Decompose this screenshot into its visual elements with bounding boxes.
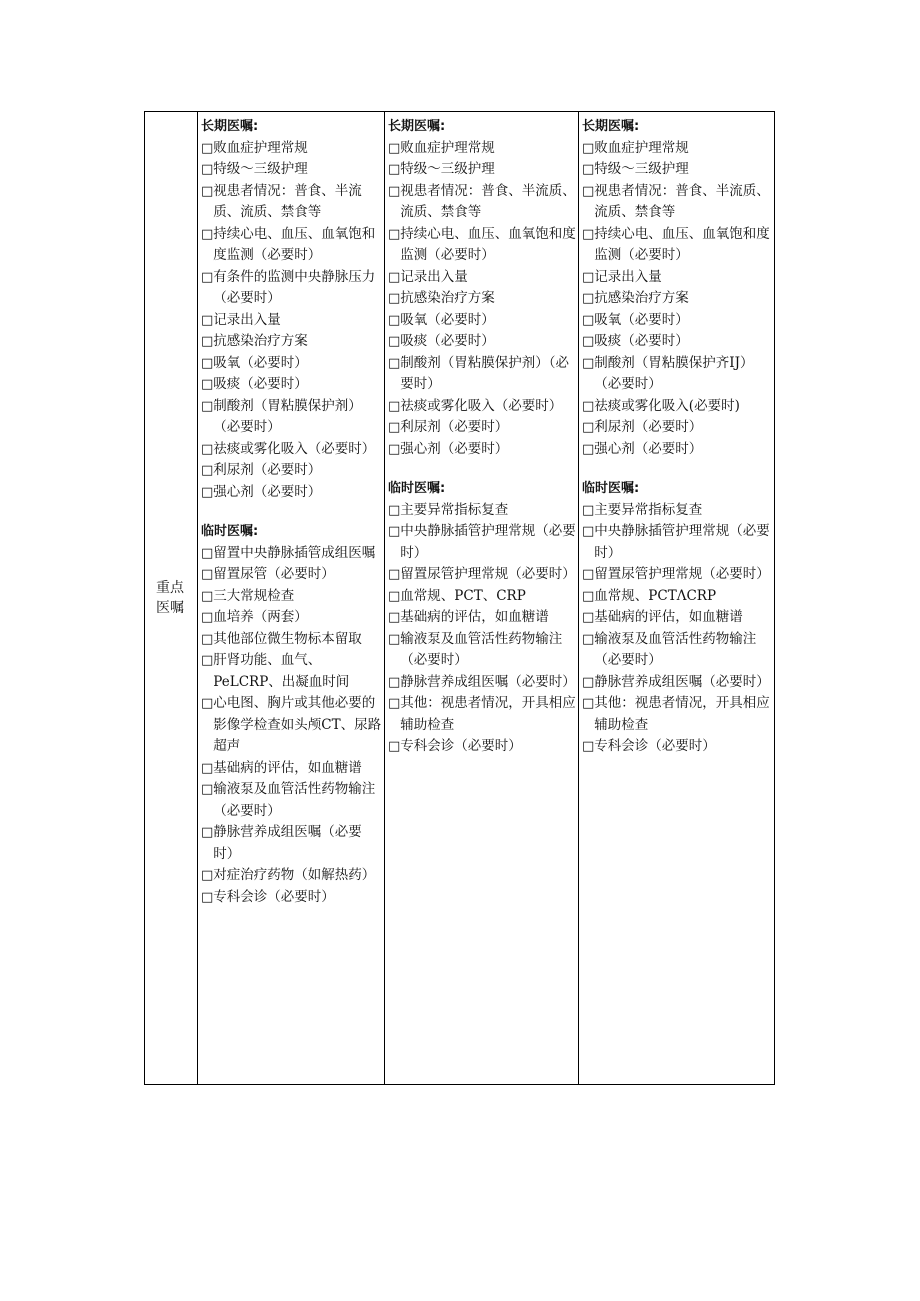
long-term-orders-item <box>388 288 576 310</box>
checkbox[interactable]: □ <box>582 291 595 306</box>
item-text: 基础病的评估，如血糖谱 <box>594 609 743 625</box>
long-term-orders-item <box>201 482 382 504</box>
item-text: 基础病的评估，如血糖谱 <box>400 609 549 625</box>
checkbox[interactable]: □ <box>582 226 595 242</box>
day-column-1 <box>198 116 384 908</box>
temporary-orders-item <box>388 672 576 694</box>
temporary-orders-item <box>582 693 773 736</box>
item-text: 对症治疗药物（如解热药） <box>213 867 376 883</box>
temporary-orders-item <box>582 500 773 522</box>
item-text: 抗感染治疗方案 <box>213 333 308 349</box>
checkbox[interactable]: □ <box>388 420 401 435</box>
long-term-orders-title: 长期医嘱: <box>388 119 446 134</box>
item-text: 心电图、胸片或其他必要的影像学检查如头颅CT、尿路超声 <box>213 695 382 754</box>
temporary-orders-title: 临时医嘱: <box>201 524 259 539</box>
temporary-orders-item <box>201 865 382 887</box>
long-term-orders-item <box>582 159 773 181</box>
item-text: 输液泵及血管活性药物输注（必要时） <box>400 630 563 668</box>
checkbox[interactable]: □ <box>582 696 595 711</box>
item-text: 血培养（两套） <box>213 609 308 625</box>
checkbox[interactable]: □ <box>582 610 595 625</box>
item-text: 静脉营养成组医嘱（必要时） <box>594 673 770 690</box>
item-text: 中央静脉插管护理常规（必要时） <box>400 523 576 561</box>
long-term-orders-item <box>582 331 773 353</box>
temporary-orders-item <box>201 693 382 758</box>
item-text: 吸痰（必要时） <box>400 333 495 349</box>
checkbox[interactable]: □ <box>201 355 214 371</box>
checkbox[interactable]: □ <box>388 524 401 539</box>
long-term-orders-item <box>201 138 382 160</box>
checkbox[interactable]: □ <box>388 696 401 711</box>
item-text: 吸氧（必要时） <box>594 311 689 328</box>
temporary-orders-item <box>201 607 382 629</box>
checkbox[interactable]: □ <box>388 610 401 625</box>
item-text: 制酸剂（胃粘膜保护齐IJ）（必要时） <box>594 354 754 392</box>
checkbox[interactable]: □ <box>388 588 401 604</box>
item-text: 吸氧（必要时） <box>400 311 495 328</box>
long-term-orders-item <box>582 138 773 160</box>
long-term-orders-item <box>582 181 773 224</box>
temporary-orders-title: 临时医嘱: <box>582 481 640 496</box>
checkbox[interactable]: □ <box>201 377 214 392</box>
checkbox[interactable]: □ <box>201 545 214 561</box>
item-text: 血常规、PCT、CRP <box>400 587 526 604</box>
item-text: 三大常规检查 <box>213 587 295 604</box>
item-text: 留置尿管护理常规（必要时） <box>594 566 770 582</box>
item-text: 制酸剂（胃粘膜保护剂）（必要时） <box>213 397 362 435</box>
checkbox[interactable]: □ <box>388 674 401 690</box>
item-text: 中央静脉插管护理常规（必要时） <box>594 523 770 561</box>
checkbox[interactable]: □ <box>388 739 401 754</box>
item-text: 基础病的评估，如血糖谱 <box>213 759 362 776</box>
checkbox[interactable]: □ <box>582 312 595 328</box>
temporary-orders-item <box>388 736 576 758</box>
long-term-orders-item <box>582 396 773 418</box>
long-term-orders-item <box>201 310 382 332</box>
long-term-orders-item <box>201 353 382 375</box>
checkbox[interactable]: □ <box>201 610 214 625</box>
item-text: 视患者情况：普食、半流质、流质、禁食等 <box>594 182 770 220</box>
section-gap <box>201 503 382 521</box>
long-term-orders-item <box>201 439 382 461</box>
order-table <box>144 111 775 1085</box>
item-text: 吸痰（必要时） <box>213 376 308 392</box>
item-text: 吸痰（必要时） <box>594 333 689 349</box>
item-text: 记录出入量 <box>594 268 662 285</box>
checkbox[interactable]: □ <box>582 162 595 177</box>
checkbox[interactable]: □ <box>388 291 401 306</box>
long-term-orders-item <box>388 181 576 224</box>
checkbox[interactable]: □ <box>582 739 595 754</box>
item-text: 留置中央静脉插管成组医嘱 <box>213 544 376 561</box>
item-text: 祛痰或雾化吸入（必要时） <box>213 440 376 457</box>
checkbox[interactable]: □ <box>201 653 214 668</box>
checkbox[interactable]: □ <box>582 420 595 435</box>
long-term-orders-item <box>388 224 576 267</box>
item-text: 特级～三级护理 <box>594 161 689 177</box>
checkbox[interactable]: □ <box>582 674 595 690</box>
long-term-orders-item <box>388 159 576 181</box>
checkbox[interactable]: □ <box>388 269 401 285</box>
item-text: 视患者情况：普食、半流质、流质、禁食等 <box>400 182 576 220</box>
checkbox[interactable]: □ <box>582 631 595 647</box>
item-text: 强心剂（必要时） <box>400 440 509 457</box>
item-text: 利尿剂（必要时） <box>213 462 322 478</box>
temporary-orders-item <box>201 779 382 822</box>
row-label: 重点医嘱 <box>156 580 184 616</box>
checkbox[interactable]: □ <box>388 398 401 414</box>
checkbox[interactable]: □ <box>201 334 214 349</box>
item-text: 主要异常指标复查 <box>400 501 509 518</box>
day-column-2 <box>385 116 578 758</box>
checkbox[interactable]: □ <box>388 183 401 199</box>
item-text: 专科会诊（必要时） <box>213 888 335 905</box>
item-text: 败血症护理常规 <box>400 139 495 156</box>
item-text: 输液泵及血管活性药物输注（必要时） <box>594 630 757 668</box>
checkbox[interactable]: □ <box>201 269 214 285</box>
item-text: 有条件的监测中央静脉压力（必要时） <box>213 268 376 306</box>
item-text: 强心剂（必要时） <box>594 440 703 457</box>
temporary-orders-item <box>201 564 382 586</box>
item-text: 祛痰或雾化吸入（必要时） <box>400 397 563 414</box>
checkbox[interactable]: □ <box>582 524 595 539</box>
checkbox[interactable]: □ <box>201 889 214 905</box>
temporary-orders-item <box>201 629 382 651</box>
day-column-3 <box>579 116 775 758</box>
checkbox[interactable]: □ <box>388 567 401 582</box>
item-text: 吸氧（必要时） <box>213 354 308 371</box>
checkbox[interactable]: □ <box>388 334 401 349</box>
long-term-orders-item <box>582 267 773 289</box>
temporary-orders-item <box>201 887 382 909</box>
long-term-orders-item <box>388 396 576 418</box>
temporary-orders-item <box>388 586 576 608</box>
checkbox[interactable]: □ <box>201 825 214 840</box>
long-term-orders-item <box>582 439 773 461</box>
item-text: 静脉营养成组医嘱（必要时） <box>213 824 362 862</box>
temporary-orders-item <box>582 607 773 629</box>
item-text: 强心剂（必要时） <box>213 483 322 500</box>
checkbox[interactable]: □ <box>388 162 401 177</box>
checkbox[interactable]: □ <box>388 441 401 457</box>
item-text: 抗感染治疗方案 <box>594 290 689 306</box>
item-text: 抗感染治疗方案 <box>400 290 495 306</box>
item-text: 专科会诊（必要时） <box>400 738 522 754</box>
checkbox[interactable]: □ <box>201 782 214 797</box>
checkbox[interactable]: □ <box>388 140 401 156</box>
item-text: 记录出入量 <box>400 268 468 285</box>
long-term-orders-item <box>582 353 773 396</box>
item-text: 主要异常指标复查 <box>594 501 703 518</box>
temporary-orders-item <box>201 543 382 565</box>
item-text: 静脉营养成组医嘱（必要时） <box>400 673 576 690</box>
item-text: 特级～三级护理 <box>213 161 308 177</box>
item-text: 败血症护理常规 <box>594 139 689 156</box>
checkbox[interactable]: □ <box>201 398 214 414</box>
checkbox[interactable]: □ <box>201 760 214 776</box>
checkbox[interactable]: □ <box>582 269 595 285</box>
long-term-orders-item <box>201 267 382 310</box>
item-text: 持续心电、血压、血氧饱和度监测（必要时） <box>213 225 376 263</box>
temporary-orders-item <box>582 586 773 608</box>
checkbox[interactable]: □ <box>582 567 595 582</box>
item-text: 其他：视患者情况，开具相应辅助检查 <box>400 695 576 733</box>
long-term-orders-item <box>201 159 382 181</box>
long-term-orders-item <box>201 331 382 353</box>
temporary-orders-item <box>201 758 382 780</box>
checkbox[interactable]: □ <box>388 312 401 328</box>
checkbox[interactable]: □ <box>388 226 401 242</box>
checkbox[interactable]: □ <box>582 334 595 349</box>
checkbox[interactable]: □ <box>201 162 214 177</box>
checkbox[interactable]: □ <box>388 502 401 518</box>
checkbox[interactable]: □ <box>201 631 214 647</box>
checkbox[interactable]: □ <box>201 441 214 457</box>
checkbox[interactable]: □ <box>582 140 595 156</box>
temporary-orders-item <box>388 607 576 629</box>
item-text: 留置尿管（必要时） <box>213 566 335 582</box>
checkbox[interactable]: □ <box>388 355 401 371</box>
checkbox[interactable]: □ <box>201 484 214 500</box>
temporary-orders-item <box>201 586 382 608</box>
long-term-orders-item <box>388 353 576 396</box>
long-term-orders-item <box>388 331 576 353</box>
item-text: 输液泵及血管活性药物输注（必要时） <box>213 781 376 819</box>
temporary-orders-item <box>582 672 773 694</box>
long-term-orders-item <box>201 460 382 482</box>
long-term-orders-item <box>582 310 773 332</box>
checkbox[interactable]: □ <box>201 567 214 582</box>
item-text: 记录出入量 <box>213 311 281 328</box>
item-text: 败血症护理常规 <box>213 139 308 156</box>
temporary-orders-item <box>582 521 773 564</box>
item-text: 留置尿管护理常规（必要时） <box>400 566 576 582</box>
long-term-orders-item <box>388 138 576 160</box>
item-text: 利尿剂（必要时） <box>594 419 703 435</box>
checkbox[interactable]: □ <box>388 631 401 647</box>
long-term-orders-item <box>201 374 382 396</box>
long-term-orders-title: 长期医嘱: <box>582 119 640 134</box>
long-term-orders-item <box>582 417 773 439</box>
row-label-cell <box>145 112 197 1084</box>
checkbox[interactable]: □ <box>201 183 214 199</box>
checkbox[interactable]: □ <box>582 183 595 199</box>
temporary-orders-title: 临时医嘱: <box>388 481 446 496</box>
item-text: 祛痰或雾化吸入(必要时) <box>594 397 740 414</box>
long-term-orders-item <box>388 439 576 461</box>
checkbox[interactable]: □ <box>201 226 214 242</box>
item-text: 其他：视患者情况，开具相应辅助检查 <box>594 695 770 733</box>
checkbox[interactable]: □ <box>201 463 214 478</box>
item-text: 利尿剂（必要时） <box>400 419 509 435</box>
item-text: 持续心电、血压、血氧饱和度监测（必要时） <box>400 225 576 263</box>
long-term-orders-item <box>582 224 773 267</box>
temporary-orders-item <box>388 500 576 522</box>
temporary-orders-item <box>582 629 773 672</box>
temporary-orders-item <box>388 521 576 564</box>
temporary-orders-item <box>201 822 382 865</box>
section-gap <box>388 460 576 478</box>
section-gap <box>582 460 773 478</box>
temporary-orders-item <box>388 564 576 586</box>
checkbox[interactable]: □ <box>582 441 595 457</box>
item-text: 专科会诊（必要时） <box>594 738 716 754</box>
checkbox[interactable]: □ <box>582 398 595 414</box>
checkbox[interactable]: □ <box>201 312 214 328</box>
long-term-orders-item <box>388 310 576 332</box>
checkbox[interactable]: □ <box>582 502 595 518</box>
temporary-orders-item <box>388 693 576 736</box>
long-term-orders-item <box>201 181 382 224</box>
item-text: 持续心电、血压、血氧饱和度监测（必要时） <box>594 225 770 263</box>
checkbox[interactable]: □ <box>582 355 595 371</box>
temporary-orders-item <box>201 650 382 693</box>
checkbox[interactable]: □ <box>201 588 214 604</box>
temporary-orders-item <box>388 629 576 672</box>
long-term-orders-item <box>388 417 576 439</box>
item-text: 肝肾功能、血气、PeLCRP、出凝血时间 <box>213 652 350 690</box>
long-term-orders-title: 长期医嘱: <box>201 119 259 134</box>
checkbox[interactable]: □ <box>201 140 214 156</box>
temporary-orders-item <box>582 564 773 586</box>
long-term-orders-item <box>582 288 773 310</box>
long-term-orders-item <box>201 396 382 439</box>
item-text: 特级～三级护理 <box>400 161 495 177</box>
checkbox[interactable]: □ <box>201 868 214 883</box>
checkbox[interactable]: □ <box>582 588 595 604</box>
item-text: 其他部位微生物标本留取 <box>213 630 362 647</box>
checkbox[interactable]: □ <box>201 696 214 711</box>
temporary-orders-item <box>582 736 773 758</box>
item-text: 制酸剂（胃粘膜保护剂）（必要时） <box>400 354 570 392</box>
item-text: 血常规、PCTΛCRP <box>594 587 717 604</box>
long-term-orders-item <box>201 224 382 267</box>
item-text: 视患者情况：普食、半流质、流质、禁食等 <box>213 182 362 220</box>
long-term-orders-item <box>388 267 576 289</box>
